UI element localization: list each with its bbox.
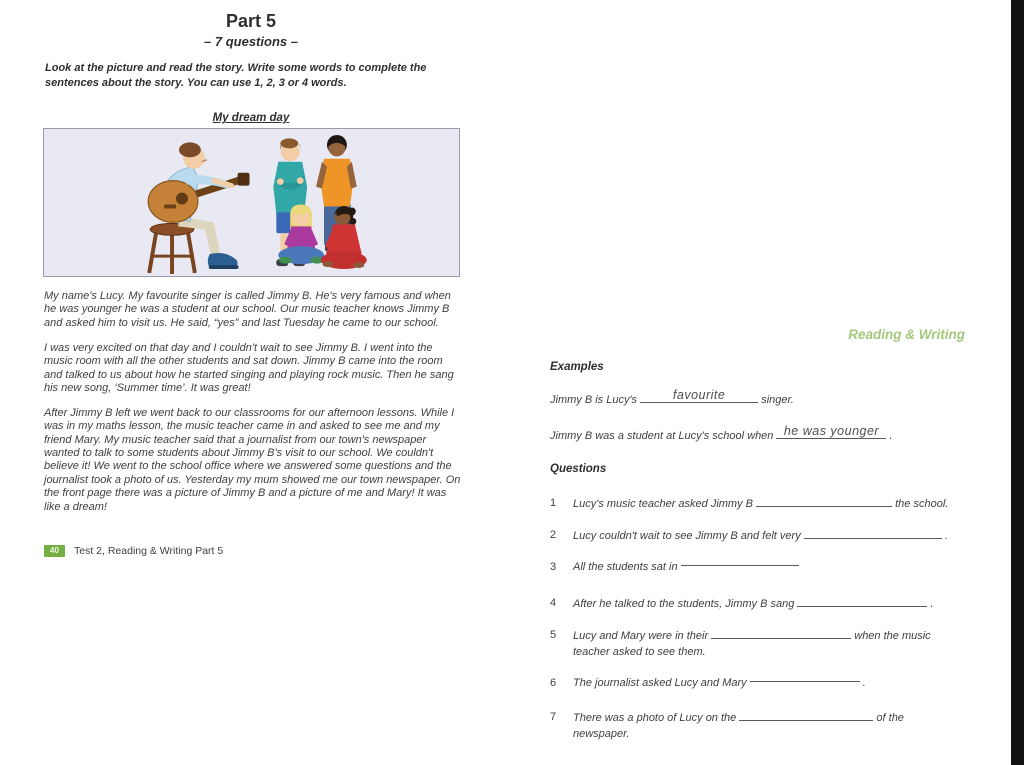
- task-instructions: Look at the picture and read the story. Write some words to complete the sentences about the story. You can use 1, 2, 3 or 4 words.: [45, 62, 427, 89]
- question-text: Lucy and Mary were in their when the music teacher asked to see them.: [573, 627, 952, 660]
- question-row: [550, 559, 952, 575]
- story-title: My dream day: [212, 112, 290, 124]
- question-row: [550, 527, 952, 544]
- story-text: [44, 290, 463, 526]
- story-paragraph: After Jimmy B left we went back to our classrooms for our afternoon lessons. While I was in my maths lesson, the music teacher came in and asked to see me and my friend Mary. My music teacher said that a journalist from our town's newspaper wanted to talk to some students about Jimmy B's visit to our school. We couldn't believe it! We went to the school office where we answered some questions and the journalist took a photo of us. Yesterday my mum showed me our town newspaper. On the front page there was a picture of Jimmy B and a picture of me and Mary! It was like a dream!: [44, 406, 461, 513]
- question-number: 3: [550, 561, 557, 573]
- answer-blank[interactable]: [711, 627, 851, 639]
- question-text: There was a photo of Lucy on the of the newspaper.: [573, 709, 952, 742]
- example-text-after: singer.: [761, 394, 794, 406]
- examples-heading: Examples: [550, 361, 604, 373]
- question-row: [550, 675, 952, 691]
- question-text: The journalist asked Lucy and Mary .: [573, 677, 866, 689]
- page-footer: [44, 545, 223, 557]
- example-text-after: .: [889, 430, 893, 442]
- story-paragraph: My name's Lucy. My favourite singer is called Jimmy B. He's very famous and when he was younger he was a student at our school. Our music teacher knows Jimmy B and asked him to visit us. He said, “yes” and last Tuesday he came to our school.: [44, 290, 451, 329]
- question-row: [550, 495, 952, 512]
- answer-blank[interactable]: [681, 564, 799, 566]
- answer-blank[interactable]: [804, 527, 942, 539]
- question-number: 4: [550, 597, 557, 609]
- handwritten-answer: favourite: [672, 388, 726, 402]
- story-illustration: [43, 128, 460, 277]
- example-answer-blank[interactable]: [640, 388, 758, 403]
- footer-label: Test 2, Reading & Writing Part 5: [74, 545, 224, 557]
- example-sentence: [550, 424, 952, 444]
- question-text: Lucy couldn't wait to see Jimmy B and felt very .: [573, 527, 952, 544]
- story-illustration-svg: [44, 129, 459, 276]
- part-title: Part 5: [225, 11, 277, 31]
- answer-blank[interactable]: [756, 495, 892, 507]
- page-number-badge: 40: [44, 545, 65, 557]
- question-row: [550, 709, 952, 742]
- story-paragraph: I was very excited on that day and I couldn't wait to see Jimmy B. I went into the music room with all the other students and sat down. Jimmy B came into the room and talked to us about how he started singing and playing rock music. Then he sang his new song, ‘Summer time’. It was great!: [44, 341, 454, 394]
- part-subtitle: – 7 questions –: [204, 34, 298, 49]
- question-text: After he talked to the students, Jimmy B sang .: [573, 595, 952, 612]
- handwritten-answer: he was younger: [783, 424, 880, 438]
- answer-blank[interactable]: [797, 595, 927, 607]
- question-number: 1: [550, 497, 557, 509]
- question-number: 5: [550, 629, 557, 641]
- question-text: Lucy's music teacher asked Jimmy B the school.: [573, 495, 952, 512]
- screen-edge-bar: [1011, 0, 1024, 765]
- question-row: [550, 595, 952, 612]
- question-row: [550, 627, 952, 660]
- example-text-before: Jimmy B is Lucy's: [550, 394, 638, 406]
- question-number: 6: [550, 677, 557, 689]
- example-sentence: [550, 388, 952, 408]
- answer-blank[interactable]: [750, 680, 860, 682]
- question-text: All the students sat in: [573, 559, 952, 575]
- question-number: 2: [550, 529, 557, 541]
- section-header: Reading & Writing: [848, 327, 965, 342]
- answer-blank[interactable]: [739, 709, 873, 721]
- questions-heading: Questions: [550, 463, 607, 475]
- example-answer-blank[interactable]: [776, 424, 886, 439]
- question-number: 7: [550, 711, 557, 723]
- example-text-before: Jimmy B was a student at Lucy's school when: [550, 430, 774, 442]
